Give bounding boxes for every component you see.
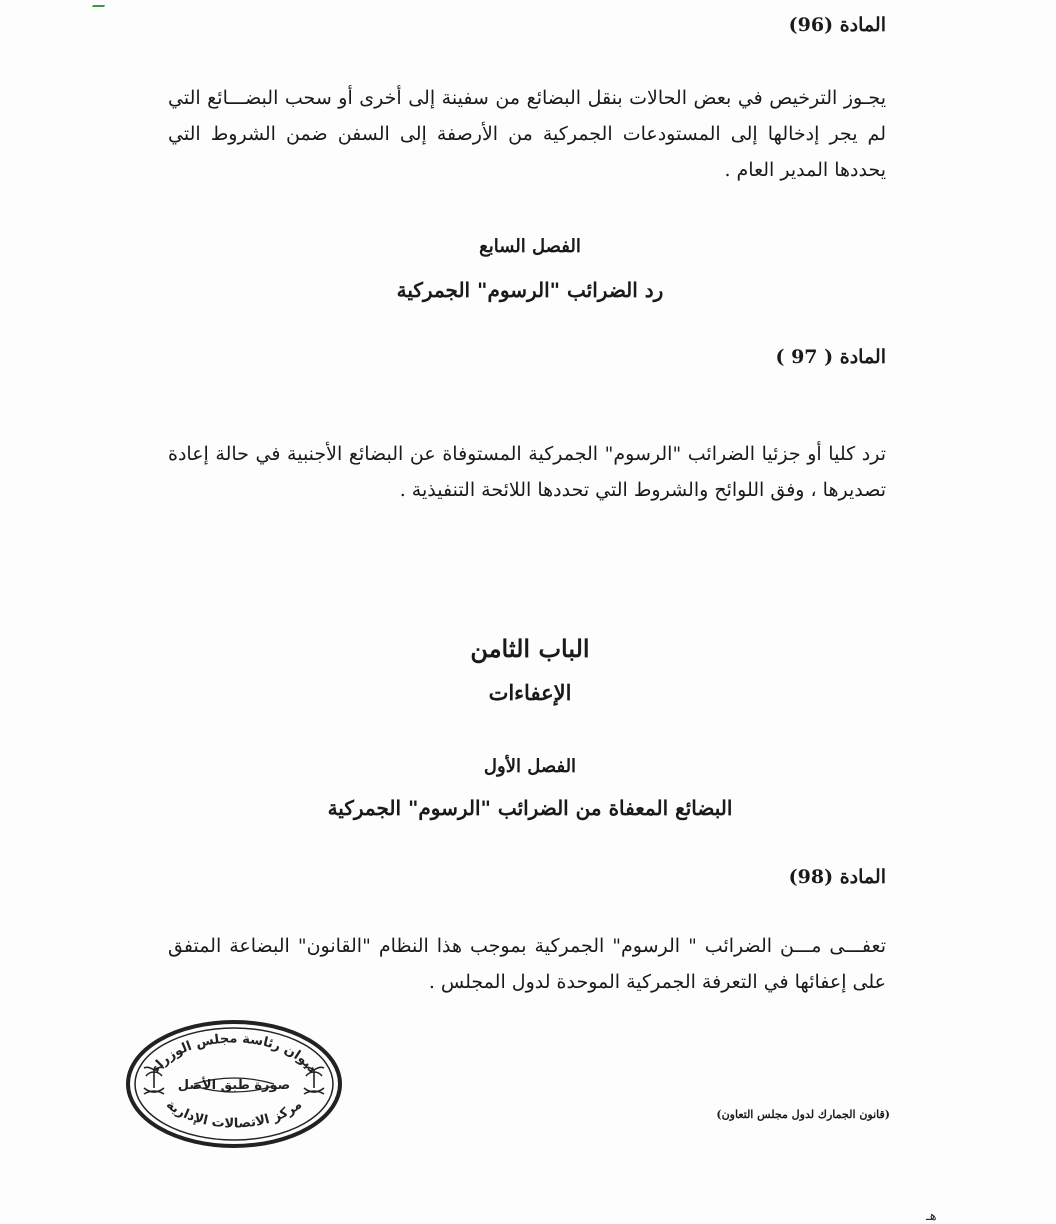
svg-text:مركز الاتصالات الإدارية	[163, 1097, 305, 1131]
part-8-title: الإعفاءات	[488, 680, 572, 705]
official-seal	[124, 1018, 344, 1150]
corner-mark	[92, 0, 108, 7]
chapter-1-title: البضائع المعفاة من الضرائب "الرسوم" الجمركية	[327, 796, 733, 820]
article-98-heading: المادة (98)	[788, 866, 886, 888]
article-96-heading: المادة (96)	[788, 14, 886, 36]
article-97-text: ترد كليا أو جزئيا الضرائب "الرسوم" الجمركية المستوفاة عن البضائع الأجنبية في حالة إعادة تصديرها ، وفق اللوائح والشروط التي تحددها اللائحة التنفيذية .	[168, 443, 886, 501]
page-mark: هـ	[926, 1209, 937, 1224]
seal-bottom-text: مركز الاتصالات الإدارية	[163, 1097, 305, 1132]
part-8-heading: الباب الثامن	[470, 634, 590, 663]
chapter-7-title: رد الضرائب "الرسوم" الجمركية	[396, 278, 664, 302]
svg-text:ديوان رئاسة مجلس الوزراء	[148, 1032, 319, 1077]
seal-top-text: ديوان رئاسة مجلس الوزراء	[148, 1031, 320, 1077]
footer-note: (قانون الجمارك لدول مجلس التعاون)	[716, 1108, 890, 1121]
seal-middle-text: صورة طبق الأصل	[177, 1078, 291, 1093]
chapter-1-heading: الفصل الأول	[483, 756, 577, 777]
article-98-text: تعفـــى مـــن الضرائب " الرسوم" الجمركية بموجب هذا النظام "القانون" البضاعة المتفق على إعفائها في التعرفة الجمركية الموحدة لدول المجلس .	[168, 935, 886, 993]
article-97-heading: المادة ( 97 )	[775, 346, 886, 368]
chapter-7-heading: الفصل السابع	[479, 236, 581, 257]
article-96-text: يجـوز الترخيص في بعض الحالات بنقل البضائع من سفينة إلى أخرى أو سحب البضـــائع التي لم يجر إدخالها إلى المستودعات الجمركية من الأرصفة إلى السفن ضمن الشروط التي يحددها المدير العام .	[168, 87, 886, 181]
